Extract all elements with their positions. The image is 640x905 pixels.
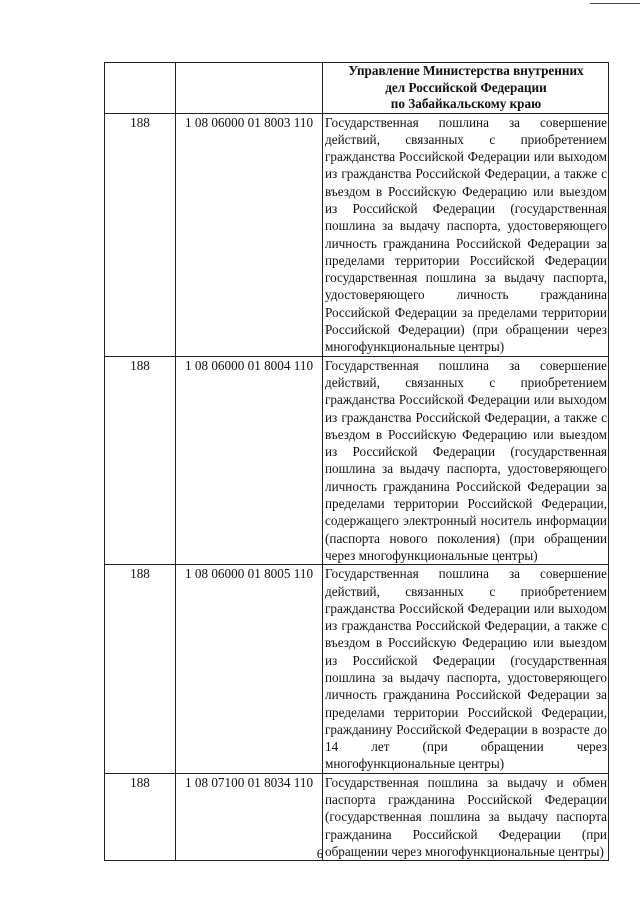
admin-code-cell: 188	[105, 356, 176, 565]
budget-code-cell: 1 08 07100 01 8034 110	[176, 773, 323, 860]
description-cell: Государственная пошлина за выдачу и обмен паспорта гражданина Российской Федерации (государственная пошлина за выдачу паспорта гражданина Российской Федерации (при обращении через многофункциональные центры)	[323, 773, 609, 860]
top-edge-line	[590, 3, 640, 4]
table-row	[105, 565, 609, 774]
description-cell: Государственная пошлина за совершение действий, связанных с приобретением гражданства Российской Федерации или выходом из гражданства Российской Федерации, а также с въездом в Российскую Федерацию или выездом из Российской Федерации (государственная пошлина за выдачу паспорта, удостоверяющего личность гражданина Российской Федерации за пределами территории Российской Федерации, содержащего электронный носитель информации (паспорта нового поколения) (при обращении через многофункциональные центры)	[323, 356, 609, 565]
header-line: по Забайкальскому краю	[390, 96, 542, 111]
budget-code-cell: 1 08 06000 01 8004 110	[176, 356, 323, 565]
budget-code-cell: 1 08 06000 01 8005 110	[176, 565, 323, 774]
description-cell: Государственная пошлина за совершение действий, связанных с приобретением гражданства Российской Федерации или выходом из гражданства Российской Федерации, а также с въездом в Российскую Федерацию или выездом из Российской Федерации (государственная пошлина за выдачу паспорта, удостоверяющего личность гражданина Российской Федерации за пределами территории Российской Федерации государственная пошлина за выдачу паспорта, удостоверяющего личность гражданина Российской Федерации за пределами территории Российской Федерации) (при обращении через многофункциональные центры)	[323, 113, 609, 356]
page-number: 6	[316, 846, 324, 861]
budget-code-cell: 1 08 06000 01 8003 110	[176, 113, 323, 356]
header-line: дел Российской Федерации	[385, 79, 547, 95]
table-row	[105, 356, 609, 565]
admin-code-cell: 188	[105, 565, 176, 774]
header-line: Управление Министерства внутренних	[348, 63, 584, 78]
table-row	[105, 113, 609, 356]
header-cell-admin	[105, 63, 176, 114]
header-cell-code	[176, 63, 323, 114]
admin-code-cell: 188	[105, 113, 176, 356]
header-cell-authority	[323, 63, 609, 114]
fees-table	[104, 62, 609, 861]
header-row	[105, 63, 609, 114]
description-cell: Государственная пошлина за совершение действий, связанных с приобретением гражданства Российской Федерации или выходом из гражданства Российской Федерации, а также с въездом в Российскую Федерацию или выездом из Российской Федерации (государственная пошлина за выдачу паспорта, удостоверяющего личность гражданина Российской Федерации за пределами территории Российской Федерации, гражданину Российской Федерации в возрасте до 14 лет (при обращении через многофункциональные центры)	[323, 565, 609, 774]
admin-code-cell: 188	[105, 773, 176, 860]
